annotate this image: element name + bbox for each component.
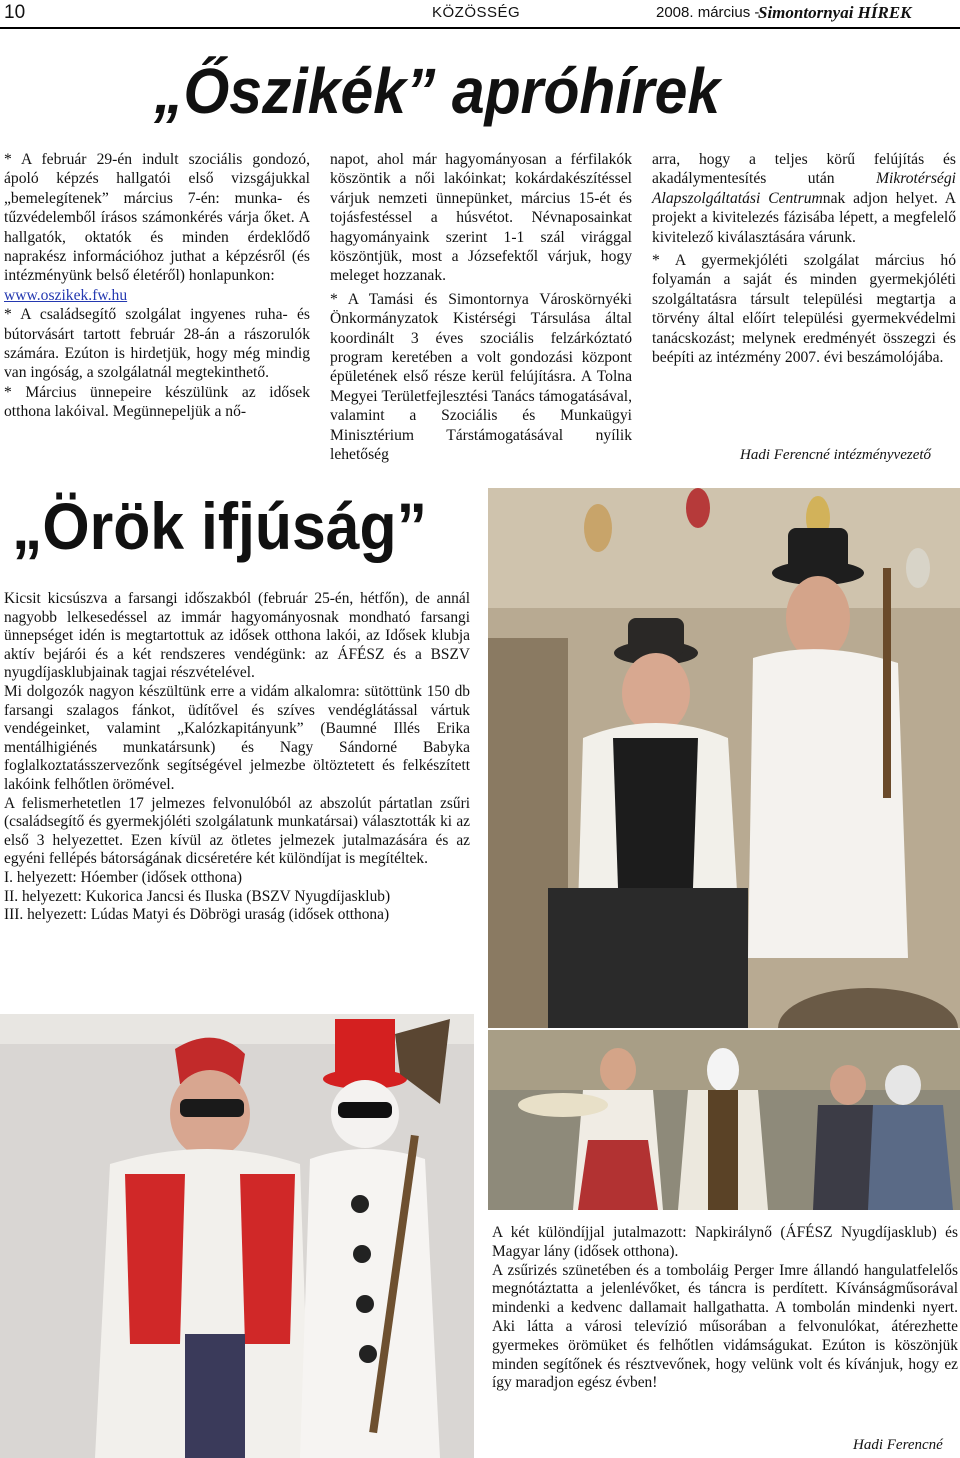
paragraph: A két különdíjjal jutalmazott: Napkirálynő (ÁFÉSZ Nyugdíjasklub) és Magyar lány (idősek otthona). <box>492 1224 958 1260</box>
centre-name: Mikrotérségi Alapszolgáltatási Centrum <box>652 170 956 207</box>
issue-date: 2008. március - <box>656 4 760 21</box>
article1-column-3 <box>652 150 956 367</box>
paragraph: Kicsit kicsúszva a farsangi időszakból (február 25-én, hétfőn), de annál nagyobb lelkesedéssel az immár hagyományosnak mondható farsangi ünnepséget idén is megtartottuk az idősek otthona lakói, az Idősek klubja aktív bejárói és a két rendszeres vendégünk: az ÁFÉSZ és a BSZV nyugdíjasklubjainak tagjai részvételével. <box>4 590 470 682</box>
article1-column-2 <box>330 150 632 465</box>
article1-column-1 <box>4 150 310 422</box>
article1-signature: Hadi Ferencné intézményvezető <box>740 447 932 463</box>
news-item: napot, ahol már hagyományosan a férfilakók köszöntik a női lakóinkat; kokárdakészítéssel várjuk nemzeti ünnepünket, március 15-ét és tojásfestéssel a húsvétot. Névnaposainkat hagyományaink szerint 1-1 szál virággal köszöntjük, most a Józsefektől várjuk, hogy meleget hozzanak. <box>330 151 632 285</box>
news-item: arra, hogy a teljes körű felújítás és akadálymentesítés után Mikrotérségi Alapszolgáltatási Centrumnak adjon helyet. A projekt a kivitelezés fázisába lépett, a megfelelő kivitelező kiválasztására várunk. <box>652 151 957 246</box>
photo-costumed-men <box>488 488 960 1028</box>
article2-title: „Örök ifjúság” <box>12 489 427 563</box>
news-item: * A Tamási és Simontornya Városkörnyéki Önkormányzatok Kistérségi Társulása által koordinált 3 éves szociális felzárkóztató program keretében a volt gondozási központ épületének első része kerül felújításra. A Tolna Megyei Területfejlesztési Tanács támogatásával, valamint a Szociális és Munkaügyi Minisztérium Társtámogatásával nyílik lehetőség <box>330 290 632 464</box>
winner-1: I. helyezett: Hóember (idősek otthona) <box>4 868 243 886</box>
photo-caption-text <box>492 1224 958 1393</box>
news-item: * A gyermekjóléti szolgálat március hó folyamán a saját és minden gyermekjóléti szolgáltatásra társult települési megtartja a törvény által előírt települési gyermekvédelmi tanácskozást; melynek eredményét összegzi és beépíti az intézmény 2007. évi beszámolójába. <box>652 252 956 367</box>
news-item: * A február 29-én indult szociális gondozó, ápoló képzés hallgatói első vizsgájukkal „bemelegítenek” március 7-én: munka- és tűzvédelemből írásos számonkérés várja őket. A hallgatók, oktatók és minden érdeklődő naprakész információhoz juthat a képzésről (és intézményünk belső életéről) honlapunkon: <box>4 151 310 285</box>
winner-2: II. helyezett: Kukorica Jancsi és Iluska (BSZV Nyugdíjasklub) <box>4 887 391 905</box>
winner-3: III. helyezett: Lúdas Matyi és Döbrögi uraság (idősek otthona) <box>4 906 390 924</box>
article1-title: „Őszikék” apróhírek <box>154 55 721 127</box>
page-header <box>0 0 960 28</box>
photo-parade <box>488 1030 960 1210</box>
page-number: 10 <box>4 2 26 23</box>
paragraph: A felismerhetetlen 17 jelmezes felvonulóból az abszolút pártatlan zsűri (családsegítő és gyermekjóléti szolgálatunk munkatársai) választották ki az első 3 helyezettet. Ezen kívül az ötletes jelmezek jutalmazására és az egyéni fellépés bátorságának dicséretére két különdíjat is megítéltek. <box>4 794 470 868</box>
news-item: * Március ünnepeire készülünk az idősek otthona lakóival. Megünnepeljük a nő- <box>4 383 310 421</box>
magazine-name: Simontornyai HÍREK <box>758 3 912 22</box>
paragraph: A zsűrizés szünetében és a tomboláig Perger Imre állandó hangulatfelelős megnótáztatta a jelenlévőket, és táncra is perdített. Kívánságműsorával mindenki a kedvenc dallamait hallgathatta. A tombolán mindenki nyert. Aki látta a városi televízió műsorában a felvonulókat, átérezhette gyermekes örömüket és felhőtlen vidámságukat. Ezúton is köszönjük minden segítőnek és résztvevőnek, hogy velünk volt és kívánjuk, hogy ez így maradjon egész évben! <box>492 1261 958 1392</box>
photo-snowman-costume <box>0 1014 474 1458</box>
article2-body <box>4 590 470 925</box>
paragraph: Mi dolgozók nagyon készültünk erre a vidám alkalomra: sütöttünk 150 db farsangi szalagos fánkot, üdítővel és szíves vendéglátással vártuk vendégeinket, valamint „Kalózkapitányunk” (Baumné Illés Erika mentálhigiénés munkatársunk) és Nagy Sándorné Babyka foglalkoztatásszervezőnk segítségével jelmezbe öltöztetett és felkészített lakóink felhőtlen örömével. <box>4 682 470 793</box>
section-name: KÖZÖSSÉG <box>432 4 521 21</box>
website-link[interactable]: www.oszikek.fw.hu <box>4 286 128 304</box>
news-item: * A családsegítő szolgálat ingyenes ruha- és bútorvásárt tartott február 28-án a rászorulók számára. Ezúton is hirdetjük, hogy még mindig van ingóság, a szolgálatnál megtekinthető. <box>4 306 310 382</box>
header-rule <box>0 27 960 29</box>
article2-signature: Hadi Ferencné <box>853 1437 943 1453</box>
